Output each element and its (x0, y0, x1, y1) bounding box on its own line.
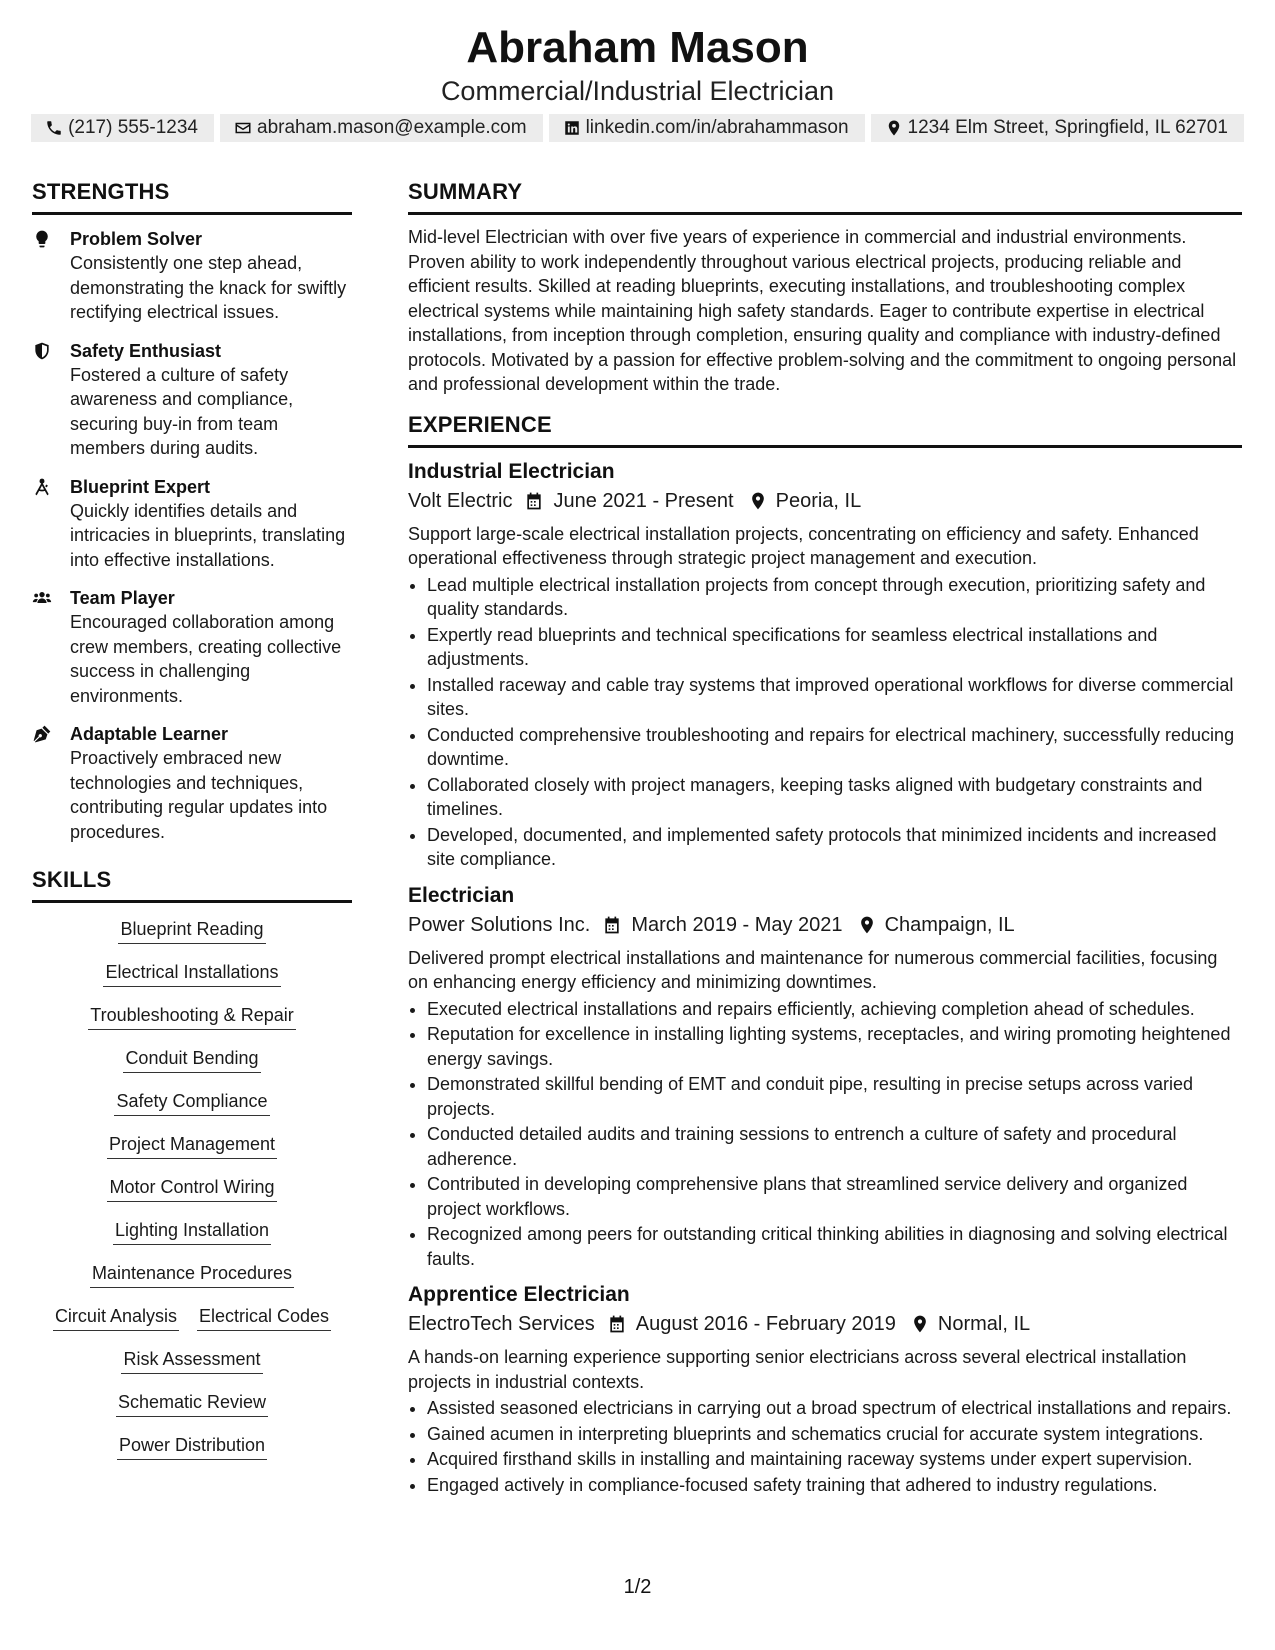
job-bullet: • Executed electrical installations and repairs efficiently, achieving completion ahead of schedules. (427, 997, 1242, 1022)
map-pin-icon (857, 915, 877, 935)
job-bullet: • Collaborated closely with project managers, keeping tasks aligned with budgetary constraints and timelines. (427, 773, 1242, 822)
job-location: Champaign, IL (884, 913, 1015, 936)
skill-tag: Lighting Installation (113, 1218, 271, 1245)
skill-tag: Risk Assessment (121, 1347, 262, 1374)
contact-phone (31, 114, 214, 142)
job-company: ElectroTech Services (408, 1313, 595, 1335)
linkedin-icon (563, 119, 581, 137)
job-bullets (408, 573, 1242, 872)
job-bullet: • Conducted detailed audits and training sessions to entrench a culture of safety and procedural adherence. (427, 1122, 1242, 1171)
job-bullet: • Expertly read blueprints and technical specifications for seamless electrical installations and adjustments. (427, 623, 1242, 672)
summary-heading: SUMMARY (408, 178, 1242, 215)
phone-text: (217) 555-1234 (68, 117, 198, 138)
job-title: Industrial Electrician (408, 459, 615, 483)
strengths-list (32, 227, 352, 844)
strength-desc: Quickly identifies details and intricacies in blueprints, translating into effective installations. (70, 500, 346, 570)
skill-tag: Maintenance Procedures (90, 1261, 294, 1288)
resume-header (0, 22, 1275, 108)
strength-item (32, 722, 352, 844)
calendar-icon (524, 491, 544, 511)
job-meta (408, 486, 1242, 516)
job-meta (408, 1309, 1242, 1339)
strength-desc: Proactively embraced new technologies and techniques, contributing regular updates into procedures. (70, 748, 328, 842)
strength-title: Safety Enthusiast (70, 340, 222, 361)
drafting-compass-icon (32, 477, 52, 497)
skill-tag: Motor Control Wiring (107, 1175, 276, 1202)
job-bullet: • Recognized among peers for outstanding critical thinking abilities in diagnosing and solving electrical faults. (427, 1222, 1242, 1271)
contact-bar (0, 114, 1275, 142)
experience-heading: EXPERIENCE (408, 411, 1242, 448)
job-bullet: • Lead multiple electrical installation projects from concept through execution, prioritizing safety and quality standards. (427, 573, 1242, 622)
skill-tag: Project Management (107, 1132, 277, 1159)
contact-linkedin[interactable] (549, 114, 865, 142)
linkedin-text: linkedin.com/in/abrahammason (585, 117, 849, 138)
skill-tag: Circuit Analysis (53, 1304, 179, 1331)
job-bullet: • Reputation for excellence in installing lighting systems, receptacles, and wiring promoting heightened energy savings. (427, 1022, 1242, 1071)
job-meta (408, 910, 1242, 940)
phone-icon (45, 119, 63, 137)
users-icon (32, 588, 52, 608)
skill-tag: Conduit Bending (123, 1046, 260, 1073)
job-description: A hands-on learning experience supporting senior electricians across several electrical installation projects in industrial contexts. (408, 1347, 1187, 1392)
strength-item (32, 227, 352, 325)
job-title: Apprentice Electrician (408, 1283, 630, 1306)
strength-desc: Consistently one step ahead, demonstrating the knack for swiftly rectifying electrical issues. (70, 253, 347, 322)
calendar-icon (607, 1314, 627, 1334)
job-entry (408, 1281, 1242, 1497)
summary-text: Mid-level Electrician with over five years of experience in commercial and industrial environments. Proven ability to work independently throughout various electrical projects, producing reliable and efficient results. Skilled at reading blueprints, executing installations, and troubleshooting complex electrical systems while maintaining high safety standards. Eager to contribute expertise in electrical installations, from inception through completion, ensuring quality and compliance with industry-defined protocols. Motivated by a passion for effective problem-solving and the commitment to ongoing personal and professional development within the trade. (408, 227, 1237, 394)
job-bullet: • Acquired firsthand skills in installing and maintaining raceway systems under expert supervision. (427, 1447, 1242, 1472)
job-title: Electrician (408, 883, 515, 907)
skill-tag: Troubleshooting & Repair (88, 1003, 295, 1030)
email-text: abraham.mason@example.com (257, 117, 527, 138)
contact-address (871, 114, 1244, 142)
map-pin-icon (748, 491, 768, 511)
job-entry (408, 458, 1242, 872)
strength-desc: Encouraged collaboration among crew members, creating collective success in challenging environments. (70, 612, 342, 706)
job-bullet: • Gained acumen in interpreting blueprints and schematics crucial for accurate system integrations. (427, 1422, 1242, 1447)
skills-heading: SKILLS (32, 866, 352, 903)
skill-tag: Power Distribution (117, 1433, 267, 1460)
strength-title: Adaptable Learner (70, 724, 229, 744)
pen-nib-icon (32, 724, 52, 744)
strength-title: Problem Solver (70, 229, 203, 249)
candidate-title: Commercial/Industrial Electrician (440, 76, 835, 106)
job-bullets (408, 997, 1242, 1272)
skill-tag: Safety Compliance (114, 1089, 269, 1116)
job-bullet: • Assisted seasoned electricians in carrying out a broad spectrum of electrical installations and repairs. (427, 1396, 1242, 1421)
strength-title: Team Player (70, 588, 175, 608)
job-bullets (408, 1396, 1242, 1497)
job-location: Peoria, IL (775, 489, 862, 512)
strength-desc: Fostered a culture of safety awareness and compliance, securing buy-in from team members during audits. (70, 364, 294, 458)
strength-title: Blueprint Expert (70, 476, 211, 497)
map-pin-icon (910, 1314, 930, 1334)
page-number: 1/2 (623, 1576, 652, 1598)
job-location: Normal, IL (937, 1313, 1031, 1335)
calendar-icon (602, 915, 622, 935)
job-bullet: • Installed raceway and cable tray systems that improved operational workflows for diverse commercial sites. (427, 673, 1242, 722)
right-column (408, 178, 1242, 1498)
shield-icon (32, 341, 52, 361)
skills-list (32, 917, 352, 1476)
strengths-heading: STRENGTHS (32, 178, 352, 215)
lightbulb-icon (32, 229, 52, 249)
job-company: Power Solutions Inc. (408, 913, 591, 936)
contact-email[interactable] (220, 114, 543, 142)
job-dates: March 2019 - May 2021 (631, 913, 843, 936)
job-bullet: • Contributed in developing comprehensive plans that streamlined service delivery and organized project workflows. (427, 1172, 1242, 1221)
skill-tag: Electrical Installations (103, 960, 280, 987)
job-dates: June 2021 - Present (553, 489, 734, 512)
envelope-icon (234, 119, 252, 137)
job-bullet: • Demonstrated skillful bending of EMT and conduit pipe, resulting in precise setups across varied projects. (427, 1072, 1242, 1121)
candidate-name: Abraham Mason (466, 23, 809, 72)
job-bullet: • Conducted comprehensive troubleshooting and repairs for electrical machinery, successfully reducing downtime. (427, 723, 1242, 772)
job-bullet: • Developed, documented, and implemented safety protocols that minimized incidents and increased site compliance. (427, 823, 1242, 872)
job-entry (408, 882, 1242, 1272)
strength-item (32, 586, 352, 708)
skill-tag: Electrical Codes (197, 1304, 331, 1331)
address-text: 1234 Elm Street, Springfield, IL 62701 (907, 117, 1228, 138)
job-company: Volt Electric (408, 489, 513, 512)
strength-item (32, 339, 352, 461)
job-description: Support large-scale electrical installation projects, concentrating on efficiency and safety. Enhanced operational effectiveness through strategic project management and execution. (408, 523, 1199, 568)
job-description: Delivered prompt electrical installations and maintenance for numerous commercial facilities, focusing on enhancing energy efficiency and minimizing downtimes. (408, 947, 1218, 992)
left-column (32, 178, 352, 1476)
job-dates: August 2016 - February 2019 (635, 1313, 896, 1335)
skill-tag: Blueprint Reading (118, 917, 265, 944)
skill-tag: Schematic Review (116, 1390, 268, 1417)
job-bullet: • Engaged actively in compliance-focused safety training that adhered to industry regulations. (427, 1473, 1242, 1498)
map-pin-icon (885, 119, 903, 137)
strength-item (32, 475, 352, 573)
